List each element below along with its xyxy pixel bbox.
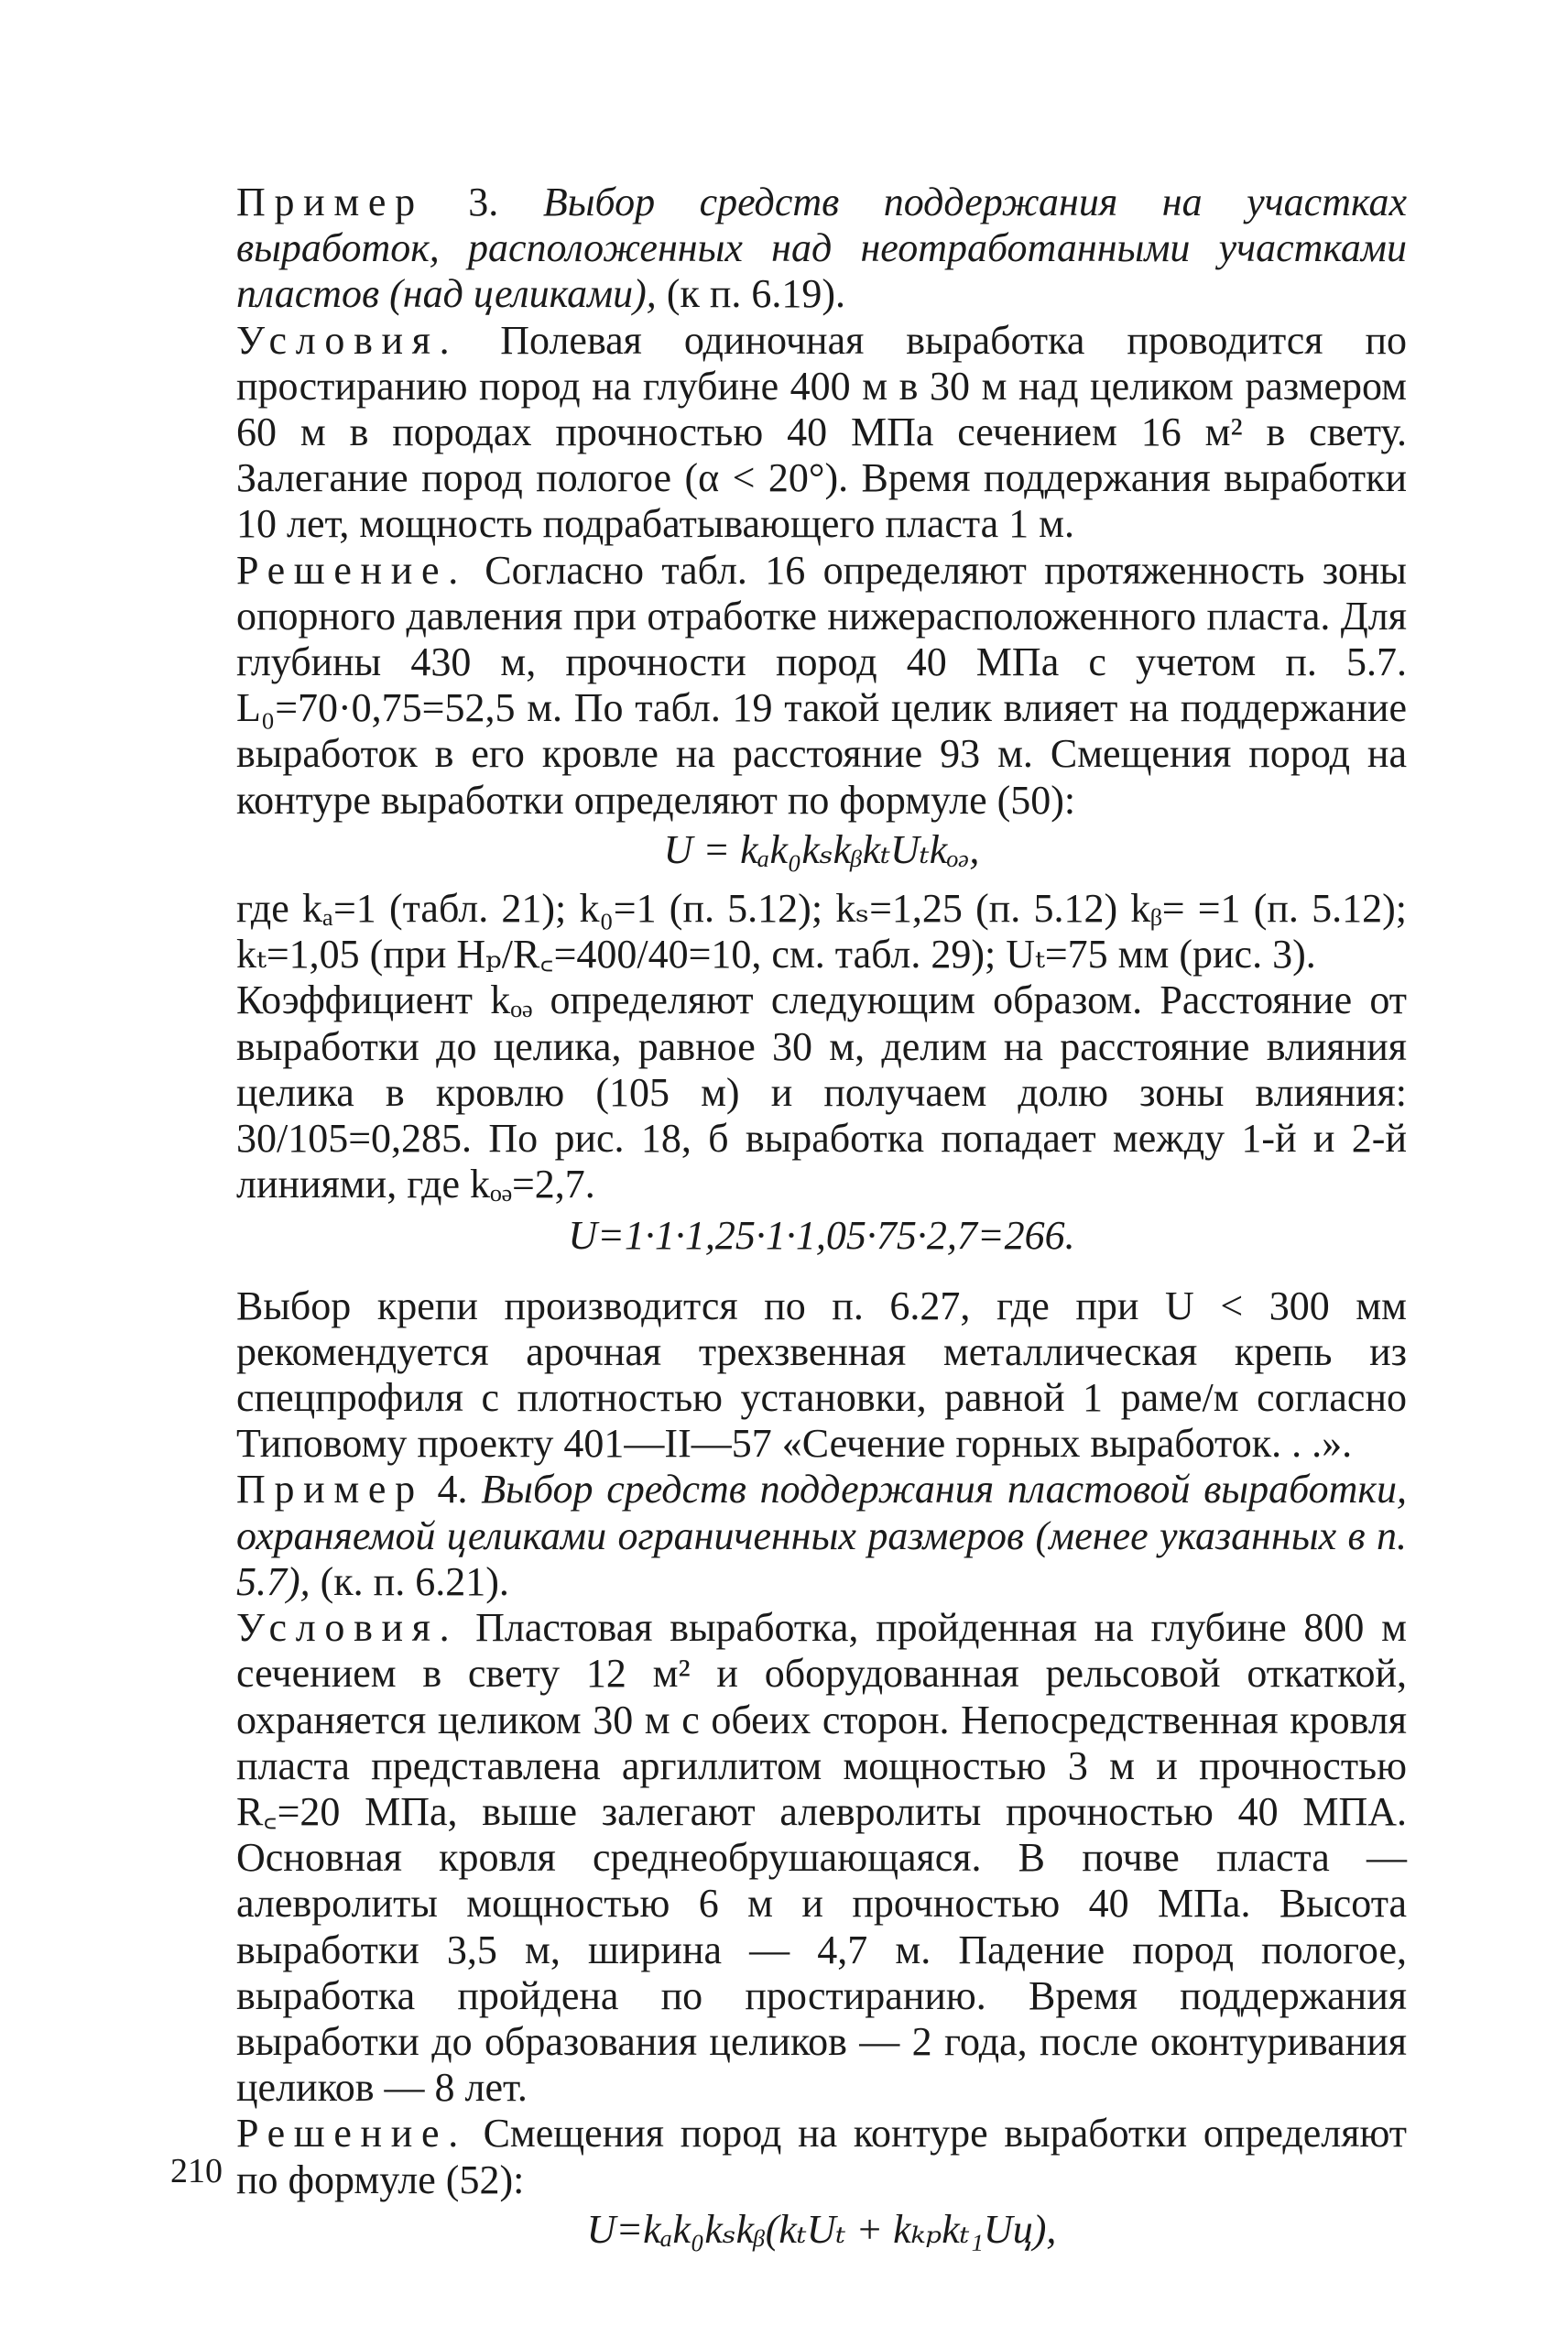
example-3-heading: [236, 180, 1407, 318]
conditions-paragraph: [236, 318, 1407, 548]
example-number: 4.: [423, 1467, 482, 1512]
solution-label: Решение.: [236, 547, 467, 593]
solution-paragraph: [236, 548, 1407, 824]
formula-50: U = kₐk₀kₛkᵦkₜUₜkₒₔ,: [663, 826, 980, 872]
example-title: Выбор средств поддержания на участках выработок, расположенных над неотработанными участками пластов (над целиками),: [236, 180, 1408, 317]
solution-text: Смещения пород на контуре выработки определяют по формуле (52):: [236, 2111, 1407, 2202]
coefficients-paragraph: где kₐ=1 (табл. 21); k₀=1 (п. 5.12); kₛ=1,25 (п. 5.12) kᵦ= =1 (п. 5.12); kₜ=1,05 (при Hₚ/R꜀=400/40=10, см. табл. 29); Uₜ=75 мм (рис. 3).: [236, 886, 1407, 977]
formula-52: U=kₐk₀kₛkᵦ(kₜUₜ + kₖₚkₜ₁Uц),: [586, 2206, 1057, 2252]
example-4-heading: [236, 1467, 1407, 1605]
page-text: [236, 180, 1407, 2253]
conditions-label: Условия.: [236, 1605, 459, 1651]
example-reference: (к. п. 6.21).: [310, 1558, 509, 1604]
support-choice-paragraph: Выбор крепи производится по п. 6.27, где при U < 300 мм рекомендуется арочная трехзвенная металлическая крепь из спецпрофиля с плотностью установки, равной 1 раме/м согласно Типовому проекту 401—II—57 «Сечение горных выработок. . .».: [236, 1283, 1407, 1467]
example-reference: (к п. 6.19).: [656, 271, 846, 317]
solution-label: Решение.: [236, 2111, 467, 2157]
formula-result: U=1·1·1,25·1·1,05·75·2,7=266.: [568, 1213, 1075, 1259]
conditions-text: Пластовая выработка, пройденная на глубине 800 м сечением в свету 12 м² и оборудованная рельсовой откаткой, охраняется целиком 30 м с обеих сторон. Непосредственная кровля пласта представлена аргиллитом мощностью 3 м и прочностью R꜀=20 МПа, выше залегают алевролиты прочностью 40 МПА. Основная кровля среднеобрушающаяся. В почве пласта — алевролиты мощностью 6 м и прочностью 40 МПа. Высота выработки 3,5 м, ширина — 4,7 м. Падение пород пологое, выработка пройдена по простиранию. Время поддержания выработки до образования целиков — 2 года, после оконтуривания целиков — 8 лет.: [236, 1605, 1407, 2111]
example-title: Выбор средств поддержания пластовой выработки, охраняемой целиками ограниченных размеров (менее указанных в п. 5.7),: [236, 1467, 1407, 1604]
example-label: Пример: [236, 180, 424, 224]
conditions-label: Условия.: [236, 317, 459, 363]
solution-text: Согласно табл. 16 определяют протяженность зоны опорного давления при отработке нижерасположенного пласта. Для глубины 430 м, прочности пород 40 МПа с учетом п. 5.7. L₀=70·0,75=52,5 м. По табл. 19 такой целик влияет на поддержание выработок в его кровле на расстояние 93 м. Смещения пород на контуре выработки определяют по формуле (50):: [236, 547, 1407, 823]
example-number: 3.: [423, 180, 543, 224]
coefficient-kod-paragraph: Коэффициент kₒₔ определяют следующим образом. Расстояние от выработки до целика, равное 30 м, делим на расстояние влияния целика в кровлю (105 м) и получаем долю зоны влияния: 30/105=0,285. По рис. 18, б выработка попадает между 1-й и 2-й линиями, где kₒₔ=2,7.: [236, 977, 1407, 1207]
conditions-text: Полевая одиночная выработка проводится по простиранию пород на глубине 400 м в 30 м над целиком размером 60 м в породах прочностью 40 МПа сечением 16 м² в свету. Залегание пород пологое (α < 20°). Время поддержания выработки 10 лет, мощность подрабатывающего пласта 1 м.: [236, 317, 1407, 547]
conditions-paragraph-2: [236, 1605, 1407, 2111]
page-number: 210: [170, 2152, 223, 2190]
example-label: Пример: [236, 1467, 424, 1512]
solution-paragraph-2: [236, 2111, 1407, 2202]
